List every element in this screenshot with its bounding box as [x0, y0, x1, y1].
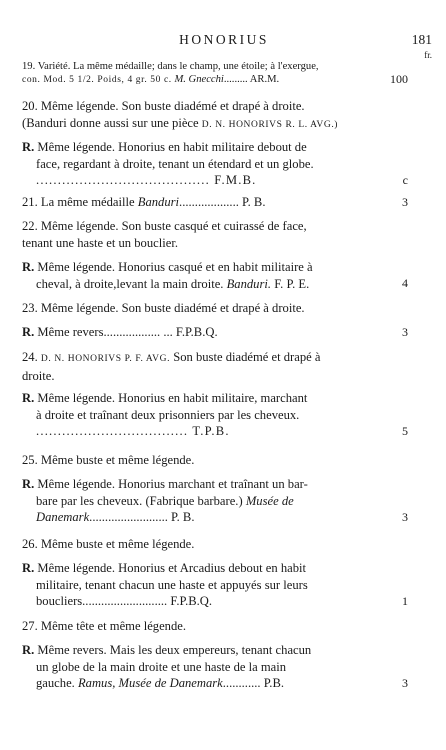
entry-25-reverse: R. Même légende. Honorius marchant et traînant un bar- bare par les cheveux. (Fabrique barbare.) Musée de Danemark......................... P. B. 3 — [22, 477, 408, 524]
entry-25: 25. Même buste et même légende. — [22, 453, 195, 467]
entry-27: 27. Même tête et même légende. — [22, 619, 187, 633]
page-header — [22, 32, 432, 60]
entry-23r-value: 3 — [402, 325, 408, 339]
entry-26: 26. Même buste et même légende. — [22, 537, 195, 551]
reverse-symbol: R. — [22, 140, 35, 154]
entry-22: 22. Même légende. Son buste casqué et cuirassé de face, tenant une haste et un bouclier. — [22, 219, 307, 250]
entry-24-reverse: R. Même légende. Honorius en habit militaire, marchant à droite et traînant deux prisonniers par les cheveux. ................................... T.P.B. 5 — [22, 391, 408, 438]
entry-19 — [22, 60, 408, 87]
entry-19-line2: con. Mod. 5 1/2. Poids, 4 gr. 50 c. M. Gnecchi......... AR.M. — [22, 74, 280, 85]
entry-27r-value: 3 — [402, 676, 408, 690]
entry-19-line1: 19. Variété. La même médaille; dans le champ, une étoile; à l'exergue, — [22, 61, 319, 72]
entry-24: 24. D. N. HONORIVS P. F. AVG. Son buste diadémé et drapé à droite. — [22, 350, 321, 383]
entry-19-value: 100 — [390, 72, 408, 86]
entry-27-reverse: R. Même revers. Mais les deux empereurs, tenant chacun un globe de la main droite et une haste de la main gauche. Ramus, Musée de Danemark............ P.B. 3 — [22, 643, 408, 690]
entry-22-reverse: R. Même légende. Honorius casqué et en habit militaire à cheval, à droite,levant la main droite. Banduri. F. P. E. 4 — [22, 260, 408, 291]
running-head: HONORIUS — [179, 32, 269, 47]
entry-26r-value: 1 — [402, 594, 408, 608]
entry-25r-value: 3 — [402, 510, 408, 524]
entry-23: 23. Même légende. Son buste diadémé et drapé à droite. — [22, 301, 305, 315]
entry-22r-value: 4 — [402, 276, 408, 290]
entry-26-reverse: R. Même légende. Honorius et Arcadius debout en habit militaire, tenant chacun une haste et appuyés sur leurs boucliers........................... F.P.B.Q. 1 — [22, 561, 408, 608]
entry-23-reverse: R. Même revers.................. ... F.P.B.Q. 3 — [22, 325, 408, 339]
page-number: 181 — [411, 32, 432, 47]
entry-21: 21. La même médaille Banduri................... P. B. 3 — [22, 195, 408, 209]
corner-mark: fr. — [424, 50, 432, 60]
entry-20: 20. Même légende. Son buste diadémé et drapé à droite. (Banduri donne aussi sur une pièce D. N. HONORIVS R. L. AVG.) — [22, 99, 339, 130]
entry-20r-value: c — [402, 173, 408, 187]
entry-20-reverse: R. Même légende. Honorius en habit militaire debout de face, regardant à droite, tenant un étendard et un globe. ........................................ F.M.B. c — [22, 140, 408, 187]
entry-21-value: 3 — [402, 195, 408, 209]
book-page — [22, 0, 432, 750]
entry-24r-value: 5 — [402, 424, 408, 438]
